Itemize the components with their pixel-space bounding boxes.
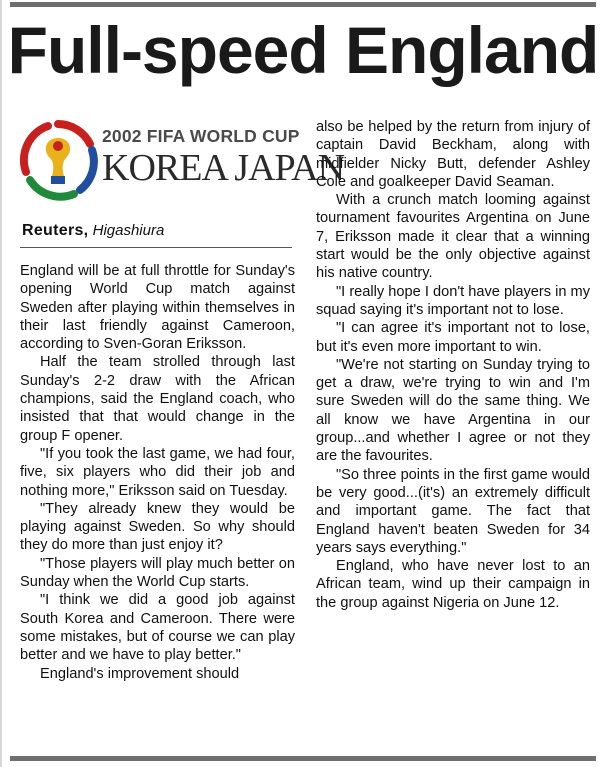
paragraph: "So three points in the first game would be very good...(it's) an extremely difficult and important game. The fact that England haven't beaten Sweden for 34 years says everything." bbox=[316, 466, 590, 556]
article-column-2 bbox=[316, 118, 590, 612]
paragraph: "Those players will play much better on Sunday when the World Cup starts. bbox=[20, 555, 295, 591]
logo-title: 2002 FIFA WORLD CUP bbox=[102, 126, 300, 146]
paragraph: "I can agree it's important not to lose, but it's even more important to win. bbox=[316, 320, 590, 355]
paragraph: "We're not starting on Sunday trying to get a draw, we're trying to win and I'm sure Sweden will do the same thing. We all know we have Argentina in our group...and whether I agree or not they are the favourites. bbox=[316, 356, 590, 465]
page-edge bbox=[0, 0, 2, 767]
world-cup-logo bbox=[18, 118, 345, 204]
byline-location: Higashiura bbox=[92, 222, 165, 239]
article-column-1 bbox=[20, 262, 295, 752]
paragraph: "I think we did a good job against South Korea and Cameroon. There were some mistakes, but of course we can play better and we have to play better." bbox=[20, 592, 295, 664]
bottom-rule bbox=[10, 756, 596, 761]
byline-divider bbox=[20, 247, 292, 248]
paragraph: England will be at full throttle for Sunday's opening World Cup match against Sweden after playing within themselves in their last friendly against Cameroon, according to Sven-Goran Eriksson. bbox=[20, 263, 295, 353]
world-cup-emblem-icon bbox=[18, 118, 98, 204]
logo-host-countries: KOREA JAPAN bbox=[102, 147, 345, 189]
byline bbox=[22, 222, 164, 240]
paragraph: also be helped by the return from injury of captain David Beckham, along with midfielder Nicky Butt, defender Ashley Cole and goalkeeper David Seaman. bbox=[316, 119, 590, 190]
paragraph: "I really hope I don't have players in my squad saying it's important not to lose. bbox=[316, 283, 590, 318]
paragraph: "If you took the last game, we had four, five, six players who did their job and nothing more," Eriksson said on Tuesday. bbox=[20, 445, 295, 499]
paragraph: England's improvement should bbox=[40, 665, 240, 682]
paragraph: Half the team strolled through last Sunday's 2-2 draw with the African champions, said the England coach, who insisted that that would change in the group F opener. bbox=[20, 354, 295, 444]
paragraph: England, who have never lost to an African team, wind up their campaign in the group against Nigeria on June 12. bbox=[316, 558, 590, 611]
headline: Full-speed England bbox=[7, 13, 599, 87]
byline-source: Reuters, bbox=[22, 222, 89, 239]
paragraph: "They already knew they would be playing against Sweden. So why should they do more than just enjoy it? bbox=[20, 500, 295, 554]
top-rule bbox=[10, 2, 596, 7]
paragraph: With a crunch match looming against tournament favourites Argentina on June 7, Eriksson made it clear that a winning start would be the only objective against his native country. bbox=[316, 192, 590, 282]
